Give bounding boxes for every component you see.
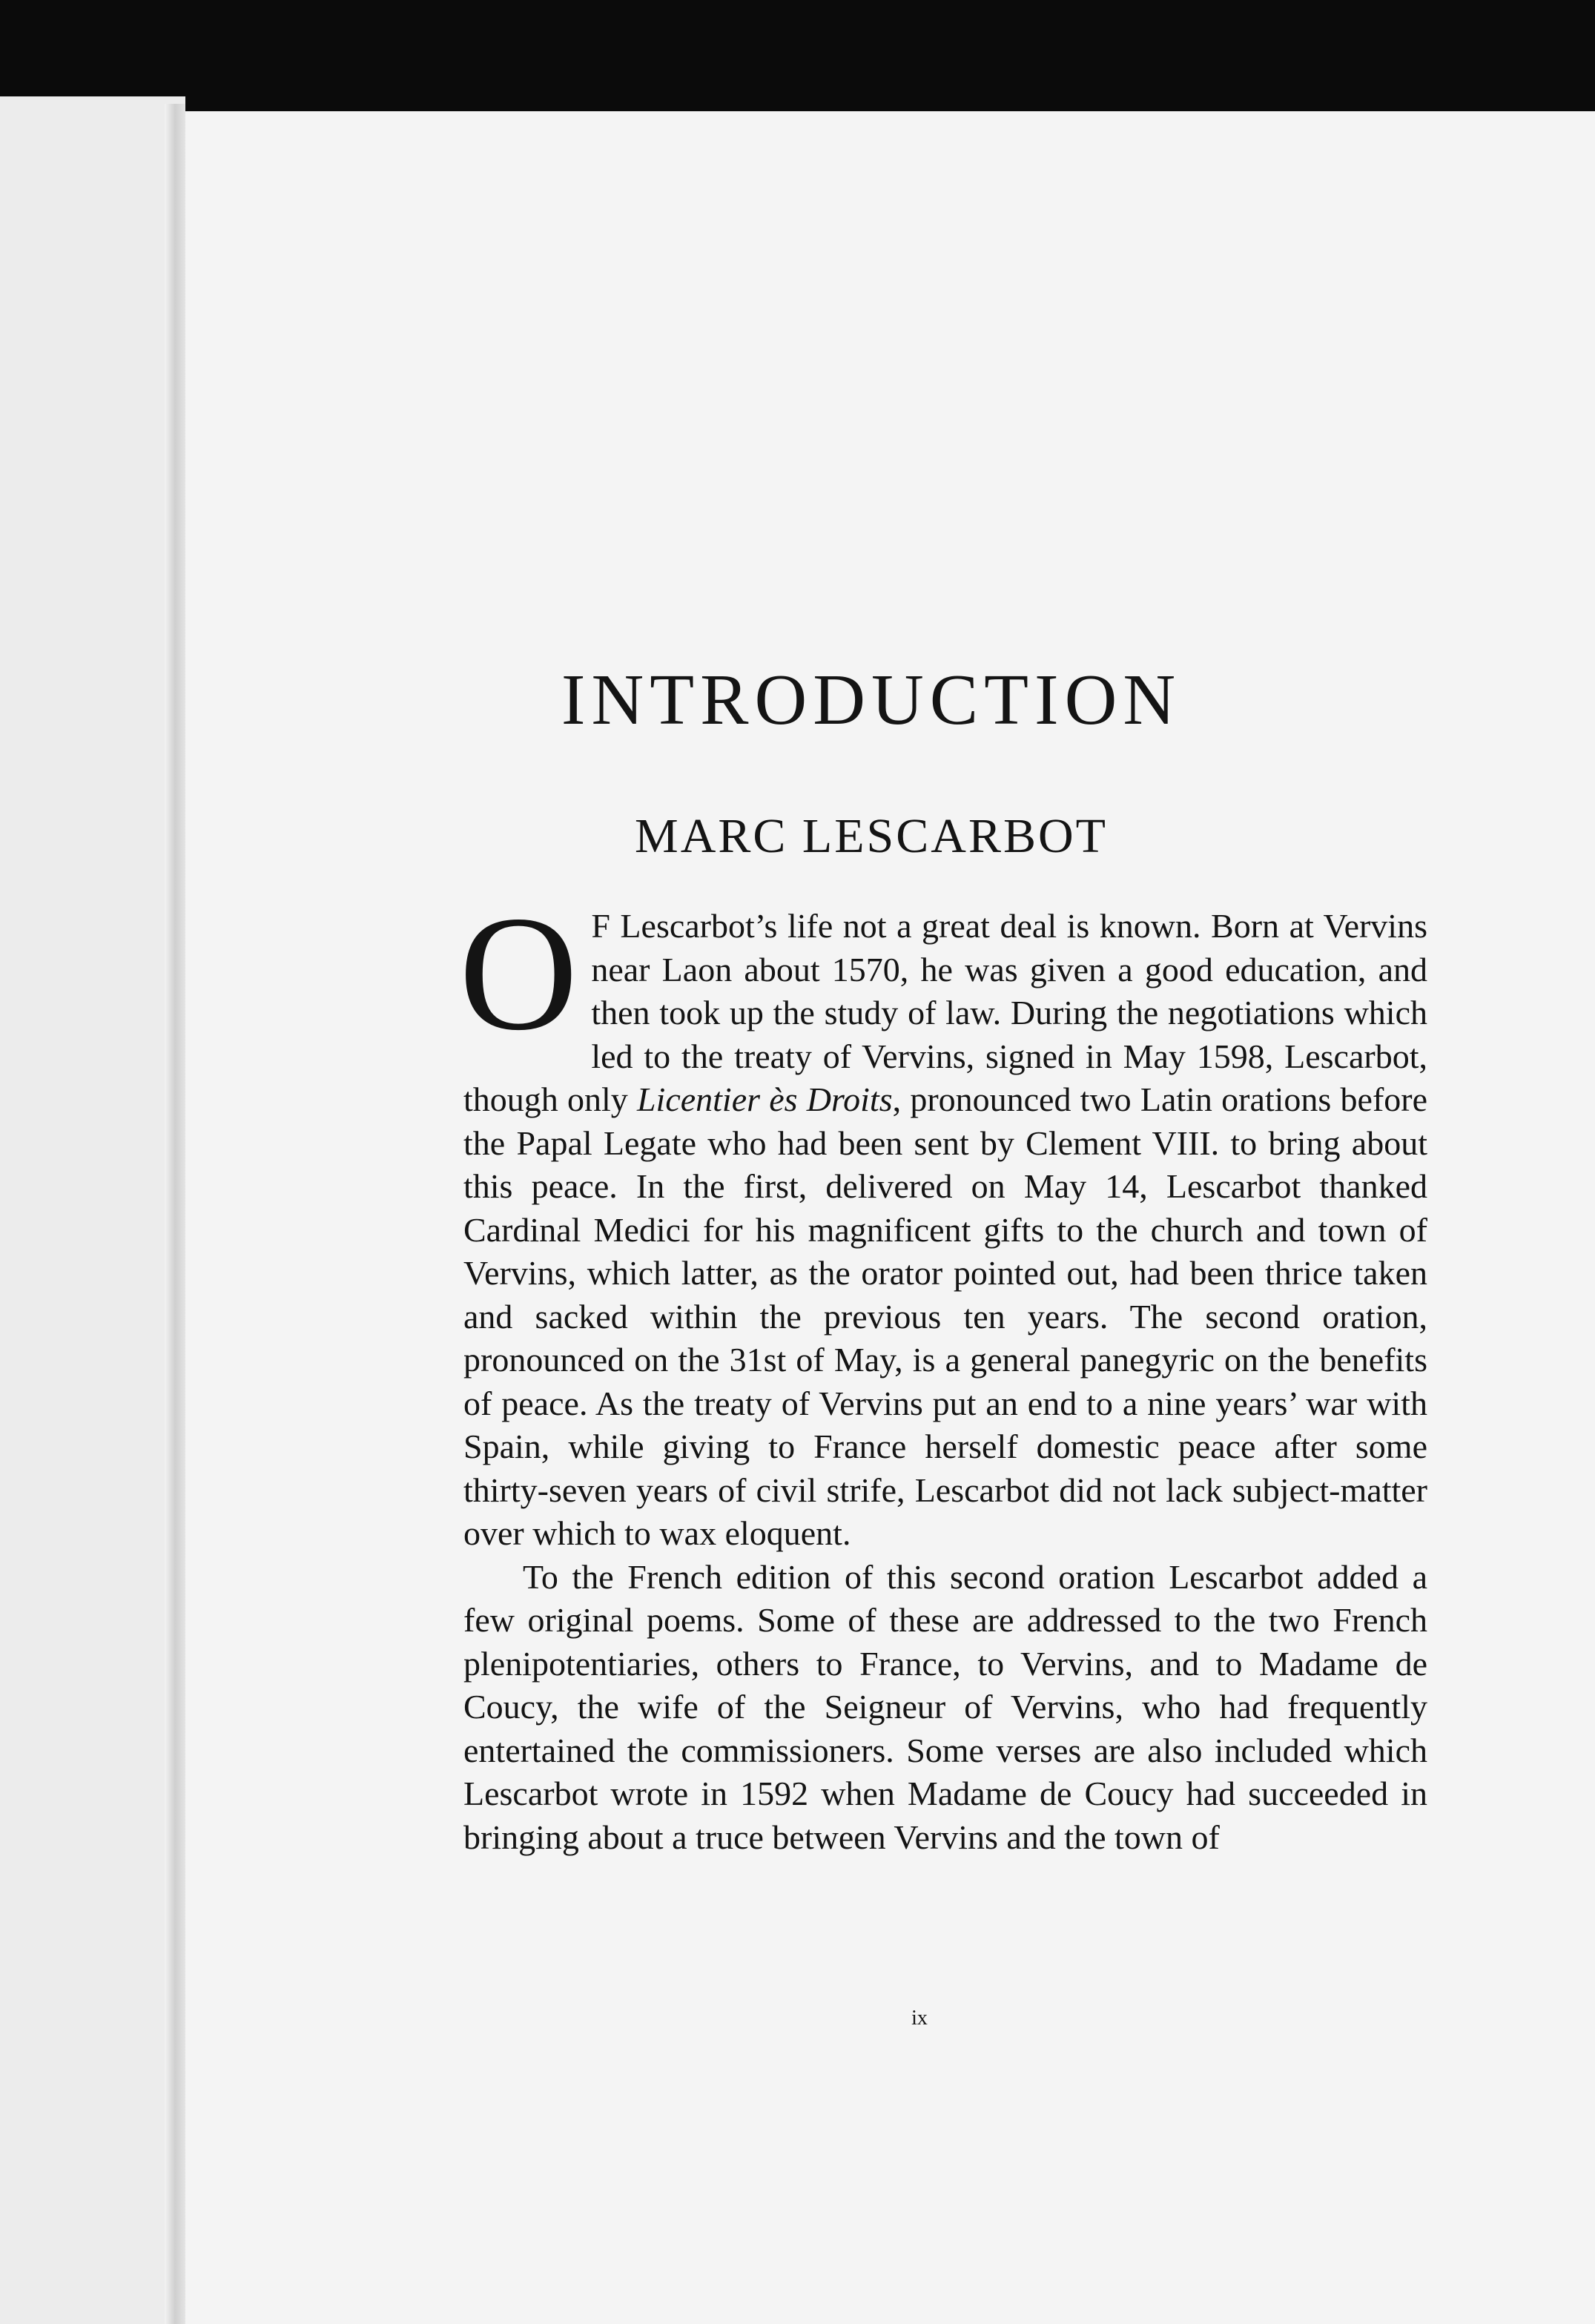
paragraph-1-part-1: F Lescarbot’s life not a great deal is known. Born at Vervins near Laon about 1570, he was given a good education, and then took up the study of law. During the negotiations which led to the treaty of Vervins, signed in May 1598, Lescarbot, though only	[463, 907, 1427, 1118]
left-page-edge	[0, 96, 185, 2324]
book-page	[185, 111, 1595, 2324]
drop-cap-letter: O	[459, 882, 578, 1065]
section-subtitle: MARC LESCARBOT	[635, 809, 1108, 863]
paragraph-1	[459, 882, 1427, 1556]
book-gutter	[165, 104, 185, 2324]
body-text	[459, 882, 1427, 1859]
page-number: ix	[911, 2007, 928, 2030]
chapter-title: INTRODUCTION	[561, 660, 1182, 740]
paragraph-2: To the French edition of this second oration Lescarbot added a few original poems. Some of these are addressed to the two French plenipotentiaries, others to France, to Vervins, and to Madame de Coucy, the wife of the Seigneur of Vervins, who had frequently entertained the commissioners. Some verses are also included which Lescarbot wrote in 1592 when Madame de Coucy had succeeded in bringing about a truce between Vervins and the town of	[463, 1557, 1427, 1856]
paragraph-1-part-2: , pronounced two Latin orations before the Papal Legate who had been sent by Clement VIII. to bring about this peace. In the first, delivered on May 14, Lescarbot thanked Cardinal Medici for his magnificent gifts to the church and town of Vervins, which latter, as the orator pointed out, had been thrice taken and sacked within the previous ten years. The second oration, pronounced on the 31st of May, is a general panegyric on the benefits of peace. As the treaty of Vervins put an end to a nine years’ war with Spain, while giving to France herself domestic peace after some thirty-seven years of civil strife, Lescarbot did not lack subject-matter over which to wax eloquent.	[463, 1080, 1427, 1552]
paragraph-1-italic-title: Licentier ès Droits	[636, 1080, 893, 1118]
